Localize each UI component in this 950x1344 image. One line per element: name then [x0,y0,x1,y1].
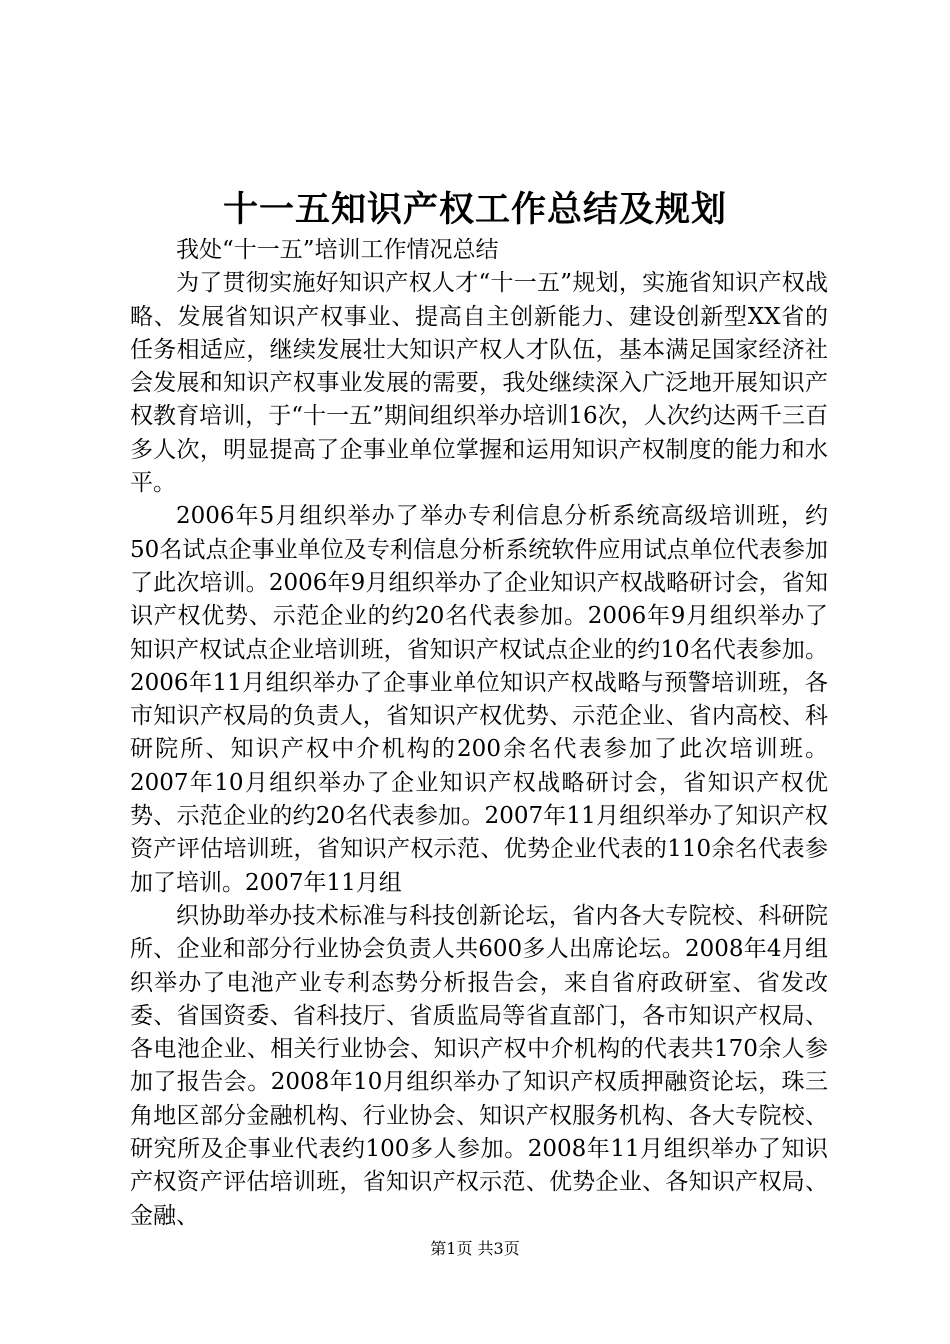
document-title: 十一五知识产权工作总结及规划 [222,189,727,230]
paragraph-2007-2008: 织协助举办技术标准与科技创新论坛，省内各大专院校、科研院所、企业和部分行业协会负责人共600多人出席论坛。2008年4月组织举办了电池产业专利态势分析报告会，来自省府政研室、省发改委、省国资委、省科技厅、省质监局等省直部门，各市知识产权局、各电池企业、相关行业协会、知识产权中介机构的代表共170余人参加了报告会。2008年10月组织举办了知识产权质押融资论坛，珠三角地区部分金融机构、行业协会、知识产权服务机构、各大专院校、研究所及企事业代表约100多人参加。2008年11月组织举办了知识产权资产评估培训班，省知识产权示范、优势企业、各知识产权局、金融、 [130,902,828,1229]
paragraph-subtitle: 我处“十一五”培训工作情况总结 [176,237,499,263]
document-body [130,234,828,1233]
page-number-footer: 第1页 共3页 [430,1239,520,1258]
paragraph-intro: 为了贯彻实施好知识产权人才“十一五”规划，实施省知识产权战略、发展省知识产权事业、提高自主创新能力、建设创新型XX省的任务相适应，继续发展壮大知识产权人才队伍，基本满足国家经济社会发展和知识产权事业发展的需要，我处继续深入广泛地开展知识产权教育培训，于“十一五”期间组织举办培训16次，人次约达两千三百多人次，明显提高了企事业单位掌握和运用知识产权制度的能力和水平。 [130,270,828,497]
paragraph-2006-2007: 2006年5月组织举办了举办专利信息分析系统高级培训班，约50名试点企事业单位及专利信息分析系统软件应用试点单位代表参加了此次培训。2006年9月组织举办了企业知识产权战略研讨会，省知识产权优势、示范企业的约20名代表参加。2006年9月组织举办了知识产权试点企业培训班，省知识产权试点企业的约10名代表参加。2006年11月组织举办了企事业单位知识产权战略与预警培训班，各市知识产权局的负责人，省知识产权优势、示范企业、省内高校、科研院所、知识产权中介机构的200余名代表参加了此次培训班。2007年10月组织举办了企业知识产权战略研讨会，省知识产权优势、示范企业的约20名代表参加。2007年11月组织举办了知识产权资产评估培训班，省知识产权示范、优势企业代表的110余名代表参加了培训。2007年11月组 [130,503,828,896]
